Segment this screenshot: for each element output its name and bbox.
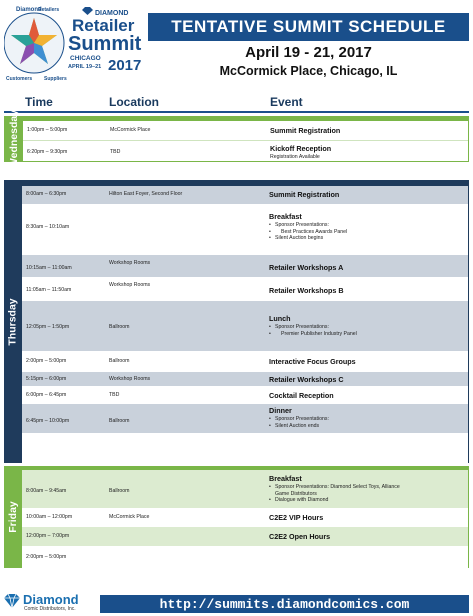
logo-city: CHICAGO — [70, 55, 101, 62]
row-event: C2E2 Open Hours — [269, 532, 331, 541]
row-location: Workshop Rooms — [109, 260, 151, 266]
row-time: 2:00pm – 5:00pm — [26, 554, 67, 560]
footer-brand-sub: Comic Distributors, Inc. — [24, 606, 76, 612]
row-time: 6:00pm – 6:45pm — [26, 392, 67, 398]
logo-brand: DIAMOND — [95, 10, 129, 17]
header-rule — [4, 111, 469, 113]
row-location: TBD — [110, 149, 121, 155]
schedule-row — [22, 255, 468, 277]
logo-title-line1: Retailer — [72, 16, 135, 35]
row-bullet: • Premier Publisher Industry Panel — [269, 331, 464, 338]
row-location: Ballroom — [109, 488, 130, 494]
logo-dates: APRIL 19–21 — [68, 64, 102, 70]
row-event: Summit Registration — [270, 126, 341, 135]
row-location: TBD — [109, 392, 120, 398]
diamond-icon — [4, 594, 20, 608]
row-bullet: • Sponsor Presentations: Diamond Select Toys, Alliance Game Distributors — [269, 484, 414, 497]
row-time: 8:30am – 10:10am — [26, 224, 70, 230]
footer-brand: Diamond — [23, 592, 79, 607]
row-location: Workshop Rooms — [109, 282, 151, 288]
event-dates: April 19 - 21, 2017 — [245, 44, 372, 61]
row-time: 8:00am – 9:45am — [26, 488, 67, 494]
schedule-row — [22, 351, 468, 372]
logo-ring-word: Diamond — [16, 7, 42, 13]
schedule-row — [22, 433, 468, 463]
schedule-row — [23, 121, 468, 141]
day-label: Thursday — [7, 297, 20, 346]
schedule-row — [22, 204, 468, 255]
day-label: Wednesday — [8, 109, 21, 169]
row-location: McCormick Place — [109, 514, 150, 520]
schedule-row — [22, 527, 468, 546]
row-time: 10:15am – 11:00am — [26, 265, 72, 271]
row-time: 11:05am – 11:50am — [26, 287, 72, 293]
logo-ring-word: Suppliers — [44, 76, 67, 82]
schedule-row — [22, 470, 468, 508]
row-location: Ballroom — [109, 324, 130, 330]
schedule-title: TENTATIVE SUMMIT SCHEDULE — [148, 13, 469, 41]
logo-ring-word: Retailers — [38, 7, 60, 13]
logo-ring-word: Customers — [6, 76, 33, 82]
row-location: Ballroom — [109, 418, 130, 424]
day-label: Friday — [7, 501, 20, 533]
diamond-footer-logo — [4, 592, 94, 614]
row-location: Ballroom — [109, 358, 130, 364]
retailer-summit-logo — [4, 4, 146, 82]
row-event: Cocktail Reception — [269, 391, 334, 400]
row-event: Interactive Focus Groups — [269, 357, 356, 366]
row-bullet: • Sponsor Presentations: — [269, 324, 464, 331]
row-location: McCormick Place — [110, 127, 151, 133]
logo-year: 2017 — [108, 57, 142, 74]
event-venue: McCormick Place, Chicago, IL — [219, 64, 398, 78]
diamond-icon — [82, 7, 93, 15]
row-bullet: • Best Practices Awards Panel — [269, 229, 464, 236]
row-time: 10:00am – 12:00pm — [26, 514, 73, 520]
schedule-row — [22, 301, 468, 351]
row-event: C2E2 VIP Hours — [269, 513, 324, 522]
row-bullet: • Silent Auction begins — [269, 235, 464, 242]
row-event: Dinner — [269, 406, 292, 415]
row-time: 1:00pm – 5:00pm — [27, 127, 68, 133]
row-time: 6:45pm – 10:00pm — [26, 418, 70, 424]
row-event-note: Registration Available — [270, 154, 320, 160]
row-bullet: • Silent Auction ends — [269, 423, 464, 430]
row-event: Retailer Workshops C — [269, 375, 344, 384]
column-header-time: Time — [25, 95, 53, 109]
row-event: Retailer Workshops A — [269, 263, 344, 272]
row-time: 5:15pm – 6:00pm — [26, 376, 67, 382]
day-block-thursday — [4, 180, 469, 463]
schedule-row — [22, 186, 468, 204]
row-time: 12:00pm – 7:00pm — [26, 533, 70, 539]
row-time: 6:20pm – 9:30pm — [27, 149, 68, 155]
row-bullet: • Sponsor Presentations: — [269, 416, 464, 423]
row-time: 8:00am – 6:30pm — [26, 191, 67, 197]
schedule-row — [22, 372, 468, 386]
schedule-row — [22, 508, 468, 527]
summit-url-link[interactable]: http://summits.diamondcomics.com — [100, 595, 469, 613]
day-block-friday — [4, 466, 469, 568]
row-bullet: • Dialogue with Diamond — [269, 497, 464, 504]
schedule-row — [22, 404, 468, 433]
row-bullet: • Sponsor Presentations: — [269, 222, 464, 229]
schedule-row — [23, 141, 468, 163]
row-location: Workshop Rooms — [109, 376, 151, 382]
row-event: Summit Registration — [269, 190, 340, 199]
column-header-event: Event — [270, 95, 303, 109]
logo-title-line2: Summit — [68, 33, 142, 55]
schedule-row — [22, 386, 468, 404]
schedule-row — [22, 277, 468, 301]
row-event: Lunch — [269, 314, 291, 323]
row-event: Retailer Workshops B — [269, 286, 344, 295]
row-time: 12:05pm – 1:50pm — [26, 324, 70, 330]
schedule-row — [22, 546, 468, 568]
row-event: Breakfast — [269, 212, 302, 221]
row-time: 2:00pm – 5:00pm — [26, 358, 67, 364]
row-event: Kickoff Reception — [270, 144, 332, 153]
summit-star-icon — [4, 13, 64, 73]
row-event: Breakfast — [269, 474, 302, 483]
row-location: Hilton East Foyer, Second Floor — [109, 191, 183, 197]
column-header-location: Location — [109, 95, 159, 109]
day-block-wednesday — [4, 109, 469, 169]
